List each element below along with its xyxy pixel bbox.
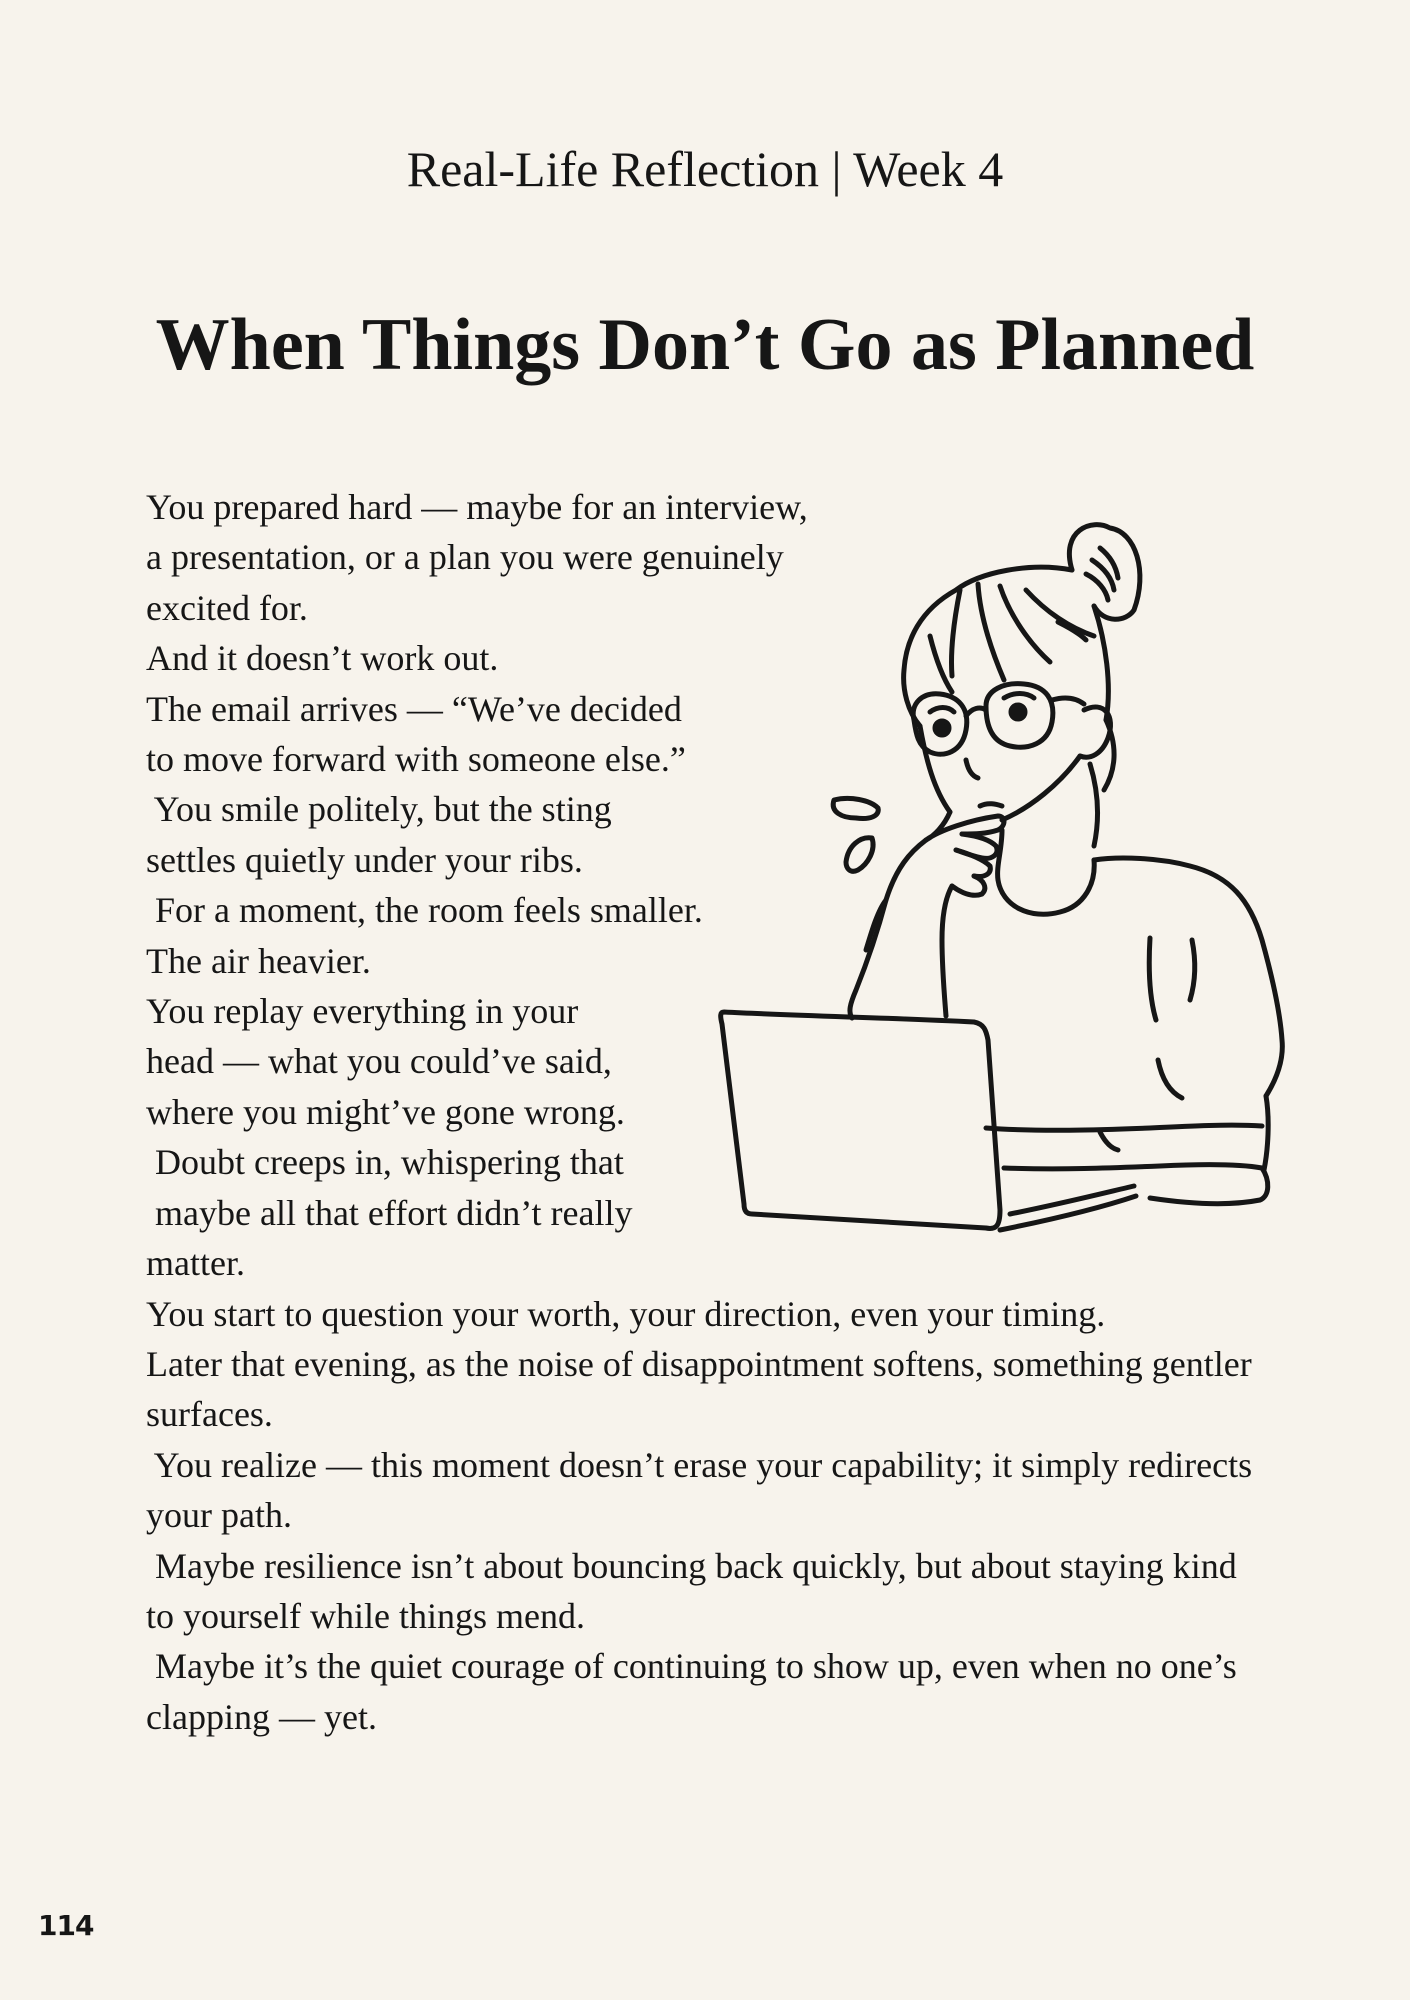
- body-line: The air heavier.: [146, 940, 371, 981]
- body-line: You realize — this moment doesn’t erase your capability; it simply redirects: [146, 1444, 1253, 1485]
- body-line: head — what you could’ve said,: [146, 1041, 612, 1082]
- body-line: a presentation, or a plan you were genuinely: [146, 537, 784, 578]
- body-line: your path.: [146, 1495, 292, 1536]
- body-line: For a moment, the room feels smaller.: [146, 890, 703, 931]
- body-line: maybe all that effort didn’t really: [146, 1192, 633, 1233]
- body-line: Doubt creeps in, whispering that: [146, 1142, 624, 1183]
- body-line: Maybe it’s the quiet courage of continuing to show up, even when no one’s: [146, 1646, 1237, 1687]
- body-line: Maybe resilience isn’t about bouncing back quickly, but about staying kind: [146, 1545, 1237, 1586]
- body-line: You smile politely, but the sting: [146, 789, 612, 830]
- page-number: 114: [38, 1909, 94, 1942]
- body-line: And it doesn’t work out.: [146, 638, 499, 679]
- body-line: matter.: [146, 1243, 245, 1284]
- body-line: You replay everything in your: [146, 991, 579, 1032]
- body-line: The email arrives — “We’ve decided: [146, 688, 682, 729]
- body-line: clapping — yet.: [146, 1696, 377, 1737]
- section-subtitle: Real-Life Reflection | Week 4: [406, 141, 1004, 197]
- body-line: where you might’ve gone wrong.: [146, 1091, 625, 1132]
- thinking-woman-with-laptop-icon: [705, 510, 1300, 1240]
- body-line: Later that evening, as the noise of disappointment softens, something gentler: [146, 1343, 1252, 1384]
- body-line: You prepared hard — maybe for an interview,: [146, 487, 808, 527]
- page-title: When Things Don’t Go as Planned: [155, 304, 1255, 386]
- body-line: You start to question your worth, your direction, even your timing.: [146, 1293, 1106, 1334]
- body-line: settles quietly under your ribs.: [146, 839, 583, 880]
- body-line: surfaces.: [146, 1394, 273, 1435]
- body-line: to yourself while things mend.: [146, 1595, 585, 1636]
- body-line: excited for.: [146, 587, 308, 628]
- body-line: to move forward with someone else.”: [146, 739, 686, 780]
